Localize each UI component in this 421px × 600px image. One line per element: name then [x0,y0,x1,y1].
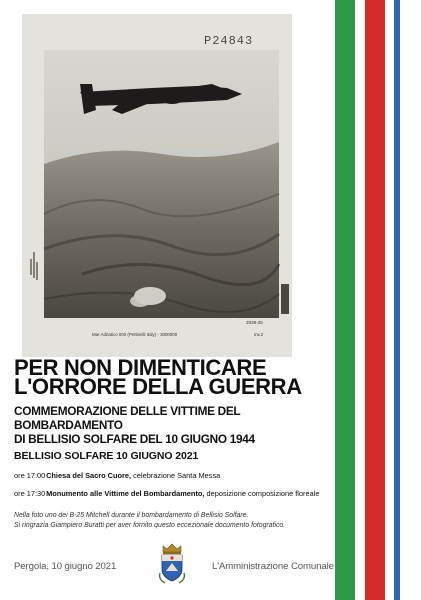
schedule-row [14,471,354,480]
notes-line-1: Nella foto uno dei B-25 Mitchell durante il bombardamento di Bellisio Solfare. [14,512,249,519]
schedule-place: Chiesa del Sacro Cuore, [46,471,132,480]
photo-side-number: 2839-25 [246,320,263,325]
subheading-line-2: DI BELLISIO SOLFARE DEL 10 GIUGNO 1944 [14,432,255,446]
notes-line-2: Si ringrazia Giampiero Buratti per aver fornito questo eccezionale documento fotografico. [14,522,286,529]
historical-photo [22,14,292,357]
photo-side-code: Inv.2 [254,332,264,337]
blue-stripe [394,0,400,600]
italian-flag-stripes [335,0,421,600]
schedule-time: ore 17:30 [14,489,46,498]
headline-line-2: L'ORRORE DELLA GUERRA [14,374,302,399]
white-stripe-thin [385,0,394,600]
schedule-activity: celebrazione Santa Messa [133,471,221,480]
event-date: BELLISIO SOLFARE 10 GIUGNO 2021 [14,450,199,462]
schedule-time: ore 17:00 [14,471,46,480]
photo-catalog-number: P24843 [204,34,254,48]
headline-line-1: PER NON DIMENTICARE [14,355,267,380]
place-and-date: Pergola, 10 giugno 2021 [14,561,117,572]
main-headline [14,355,337,399]
subheading-line-1: COMMEMORAZIONE DELLE VITTIME DEL BOMBARDAMENTO [14,404,241,432]
photo-caption: Mar Adriatico 000 (Pettinelli Italy) - 3000000 [92,332,178,337]
side-stamp [281,284,289,314]
green-stripe [335,0,355,600]
red-stripe [365,0,385,600]
subheading [14,404,344,446]
schedule-place: Monumento alle Vittime del Bombardamento, [46,489,205,498]
white-stripe [355,0,365,600]
administration-signature: L'Amministrazione Comunale [212,561,334,572]
schedule-row [14,489,354,498]
town-crest-icon [157,543,187,585]
photo-credit-notes [14,511,344,531]
schedule-activity: deposizione composizione floreale [206,489,320,498]
